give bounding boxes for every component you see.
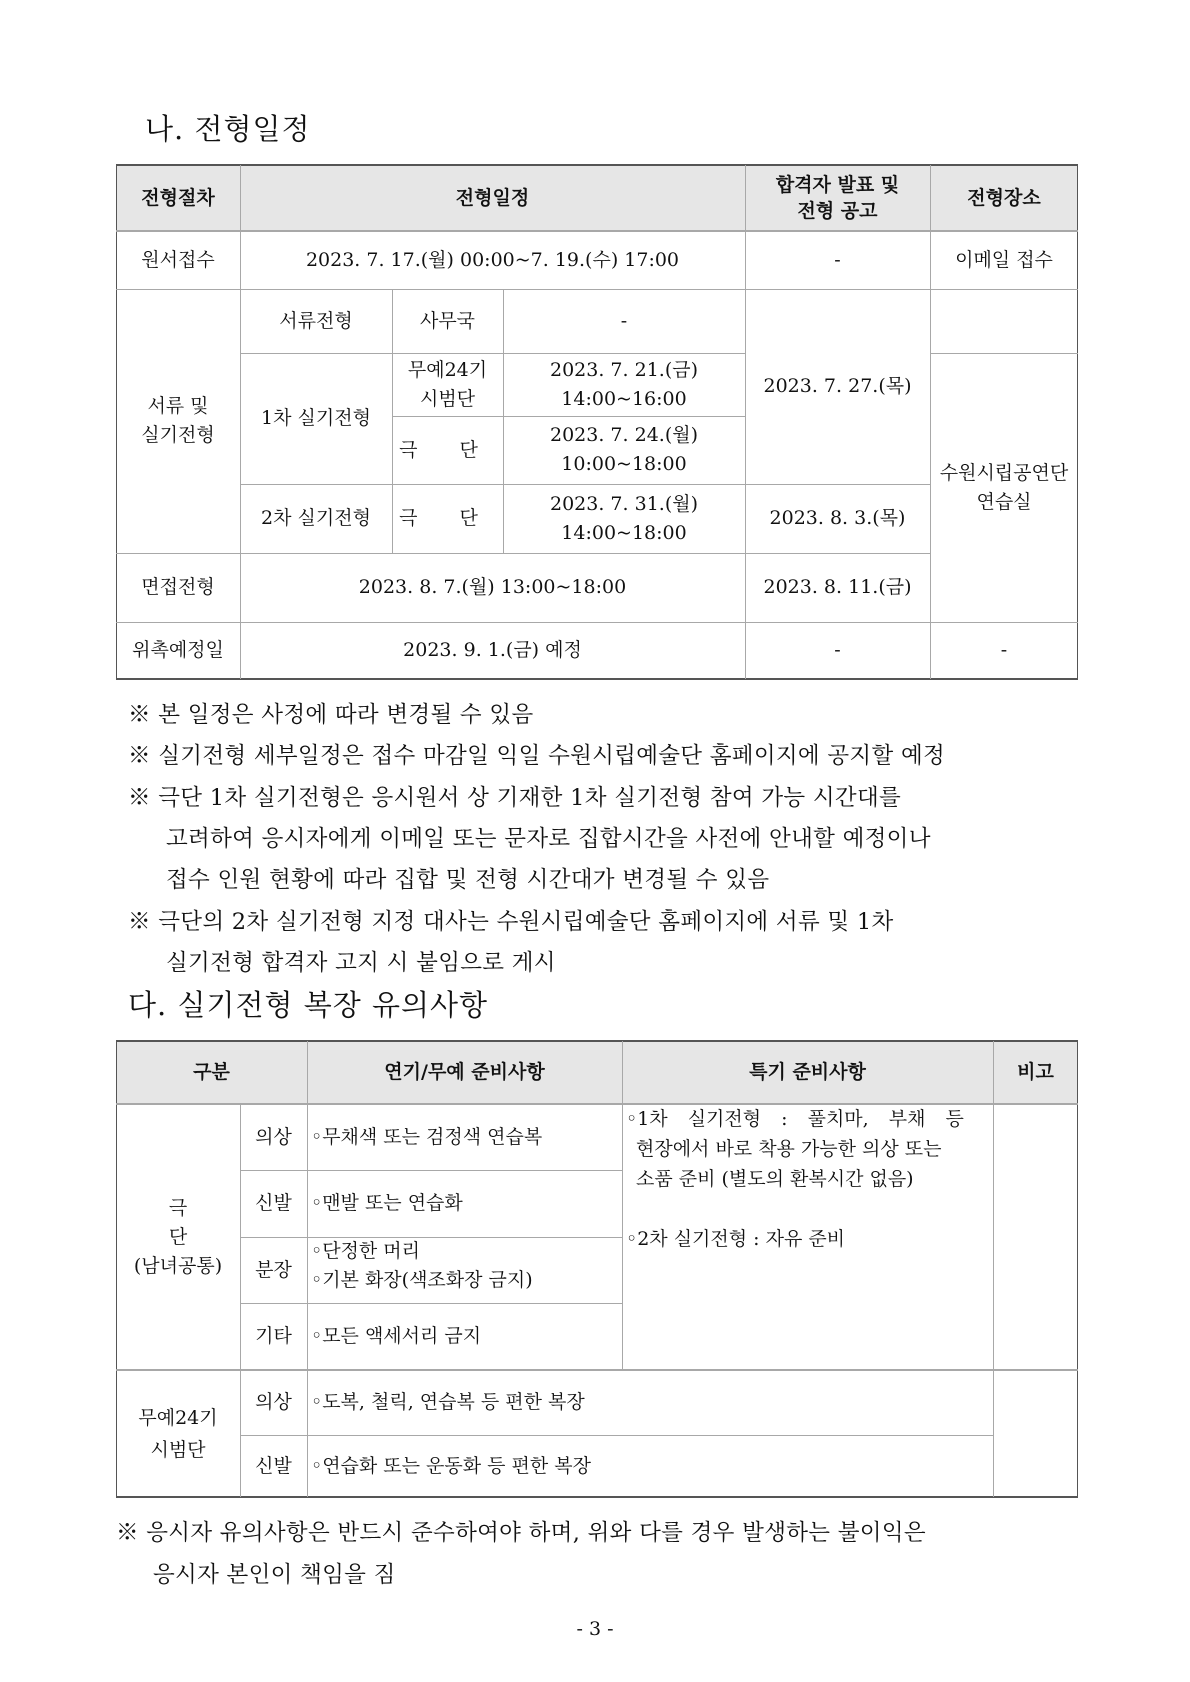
schedule-note-2: ※ 실기전형 세부일정은 접수 마감일 익일 수원시립예술단 홈페이지에 공지할 예정	[128, 743, 946, 769]
application-schedule: 2023. 7. 17.(월) 00:00~7. 19.(수) 17:00	[305, 248, 680, 271]
interview-announce: 2023. 8. 11.(금)	[763, 576, 912, 598]
second-group-label: 극 단	[399, 507, 496, 529]
header-special-prep: 특기 준비사항	[622, 1041, 993, 1104]
section-title-dress-code: 다. 실기전형 복장 유의사항	[128, 988, 489, 1022]
header-stage: 전형절차	[116, 165, 240, 231]
second-time: 14:00~18:00	[561, 521, 687, 544]
header-remarks: 비고	[993, 1041, 1078, 1104]
second-date: 2023. 7. 31.(월)	[550, 492, 698, 515]
makeup-line2: ◦기본 화장(색조화장 금지)	[311, 1269, 533, 1291]
dress-note-1-cont: 응시자 본인이 책임을 짐	[153, 1562, 396, 1588]
first-practical-name: 1차 실기전형	[261, 407, 371, 429]
second-practical-schedule	[503, 484, 745, 553]
makeup-line1: ◦단정한 머리	[311, 1240, 421, 1262]
second-practical-name: 2차 실기전형	[261, 507, 371, 529]
header-schedule: 전형일정	[240, 165, 745, 231]
mu-group-line2: 시범단	[419, 387, 476, 410]
appointment-schedule: 2023. 9. 1.(금) 예정	[403, 639, 582, 661]
mue-group-line2: 시범단	[150, 1438, 206, 1461]
mu-group-line1: 무예24기	[407, 358, 488, 381]
application-stage: 원서접수	[141, 248, 215, 271]
mue-group-line1: 무예24기	[138, 1406, 218, 1429]
schedule-note-1: ※ 본 일정은 사정에 따라 변경될 수 있음	[128, 702, 534, 728]
special-line1: ◦1차 실기전형 : 풀치마, 부채 등	[626, 1108, 964, 1130]
geukdan-other-text: ◦모든 액세서리 금지	[311, 1325, 482, 1347]
interview-stage: 면접전형	[141, 576, 215, 598]
header-announce	[745, 165, 930, 231]
header-place: 전형장소	[930, 165, 1078, 231]
schedule-note-3-cont1: 고려하여 응시자에게 이메일 또는 문자로 집합시간을 사전에 안내할 예정이나	[166, 826, 931, 852]
first-practical-geuk-group	[392, 416, 503, 484]
header-announce-line1: 합격자 발표 및	[775, 174, 900, 196]
place-line1: 수원시립공연단	[939, 461, 1069, 484]
geukdan-group-line1: 극 단	[168, 1196, 228, 1248]
dress-note-1: ※ 응시자 유의사항은 반드시 준수하여야 하며, 위와 다를 경우 발생하는 불이익은	[116, 1520, 926, 1546]
mue-shoes-text: ◦연습화 또는 운동화 등 편한 복장	[311, 1454, 592, 1477]
mu-time: 14:00~16:00	[561, 387, 687, 410]
geuk-time: 10:00~18:00	[561, 453, 687, 475]
geukdan-group-line2: (남녀공통)	[133, 1254, 223, 1277]
document-screening-name: 서류전형	[279, 309, 353, 332]
mue-group	[116, 1370, 240, 1497]
schedule-note-4-cont: 실기전형 합격자 고지 시 붙임으로 게시	[166, 950, 556, 976]
appointment-stage: 위촉예정일	[132, 639, 224, 661]
appointment-announce: -	[834, 639, 841, 661]
first-practical-mu-schedule	[503, 353, 745, 416]
geukdan-shoes-text: ◦맨발 또는 연습화	[311, 1192, 463, 1214]
second-practical-announce: 2023. 8. 3.(목)	[769, 507, 906, 529]
geukdan-special-prep	[622, 1104, 993, 1370]
interview-schedule: 2023. 8. 7.(월) 13:00~18:00	[358, 576, 627, 598]
practical-place	[930, 353, 1078, 622]
geukdan-group	[116, 1104, 240, 1370]
first-practical-geuk-schedule	[503, 416, 745, 484]
geukdan-shoes-label: 신발	[255, 1192, 292, 1214]
header-announce-line2: 전형 공고	[797, 200, 878, 222]
special-line3: 소품 준비 (별도의 환복시간 없음)	[636, 1168, 914, 1190]
header-acting-prep: 연기/무예 준비사항	[307, 1041, 622, 1104]
document-screening-schedule: -	[620, 309, 628, 332]
page-number: - 3 -	[576, 1618, 614, 1640]
geuk-date: 2023. 7. 24.(월)	[550, 424, 698, 446]
place-line2: 연습실	[976, 490, 1032, 513]
application-announce: -	[834, 248, 841, 271]
section-title-schedule: 나. 전형일정	[145, 112, 311, 146]
header-category: 구분	[116, 1041, 307, 1104]
geukdan-other-label: 기타	[255, 1325, 292, 1347]
schedule-note-3-cont2: 접수 인원 현황에 따라 집합 및 전형 시간대가 변경될 수 있음	[166, 867, 770, 893]
doc-practical-stage-line2: 실기전형	[141, 424, 215, 446]
first-practical-announce: 2023. 7. 27.(목)	[763, 375, 912, 397]
geukdan-costume-text: ◦무채색 또는 검정색 연습복	[311, 1125, 543, 1148]
schedule-note-3: ※ 극단 1차 실기전형은 응시원서 상 기재한 1차 실기전형 참여 가능 시간대를	[128, 785, 902, 811]
schedule-note-4: ※ 극단의 2차 실기전형 지정 대사는 수원시립예술단 홈페이지에 서류 및 1차	[128, 909, 894, 935]
document-screening-group: 사무국	[419, 309, 476, 332]
special-line4: ◦2차 실기전형 : 자유 준비	[626, 1228, 846, 1250]
mue-shoes-label: 신발	[255, 1454, 292, 1477]
doc-practical-stage	[116, 289, 240, 553]
geukdan-makeup-text	[307, 1237, 622, 1303]
geukdan-costume-label: 의상	[255, 1125, 292, 1148]
second-practical-group	[392, 484, 503, 553]
special-line2: 현장에서 바로 착용 가능한 의상 또는	[636, 1138, 942, 1160]
geukdan-makeup-label: 분장	[255, 1258, 292, 1281]
mue-costume-text: ◦도복, 철릭, 연습복 등 편한 복장	[311, 1391, 585, 1413]
mue-costume-label: 의상	[255, 1391, 292, 1413]
mu-date: 2023. 7. 21.(금)	[550, 358, 698, 381]
first-practical-mu-group	[392, 353, 503, 416]
doc-practical-stage-line1: 서류 및	[147, 395, 209, 417]
geuk-group-label: 극 단	[399, 438, 496, 461]
application-place: 이메일 접수	[955, 248, 1053, 271]
appointment-place: -	[1000, 639, 1008, 661]
